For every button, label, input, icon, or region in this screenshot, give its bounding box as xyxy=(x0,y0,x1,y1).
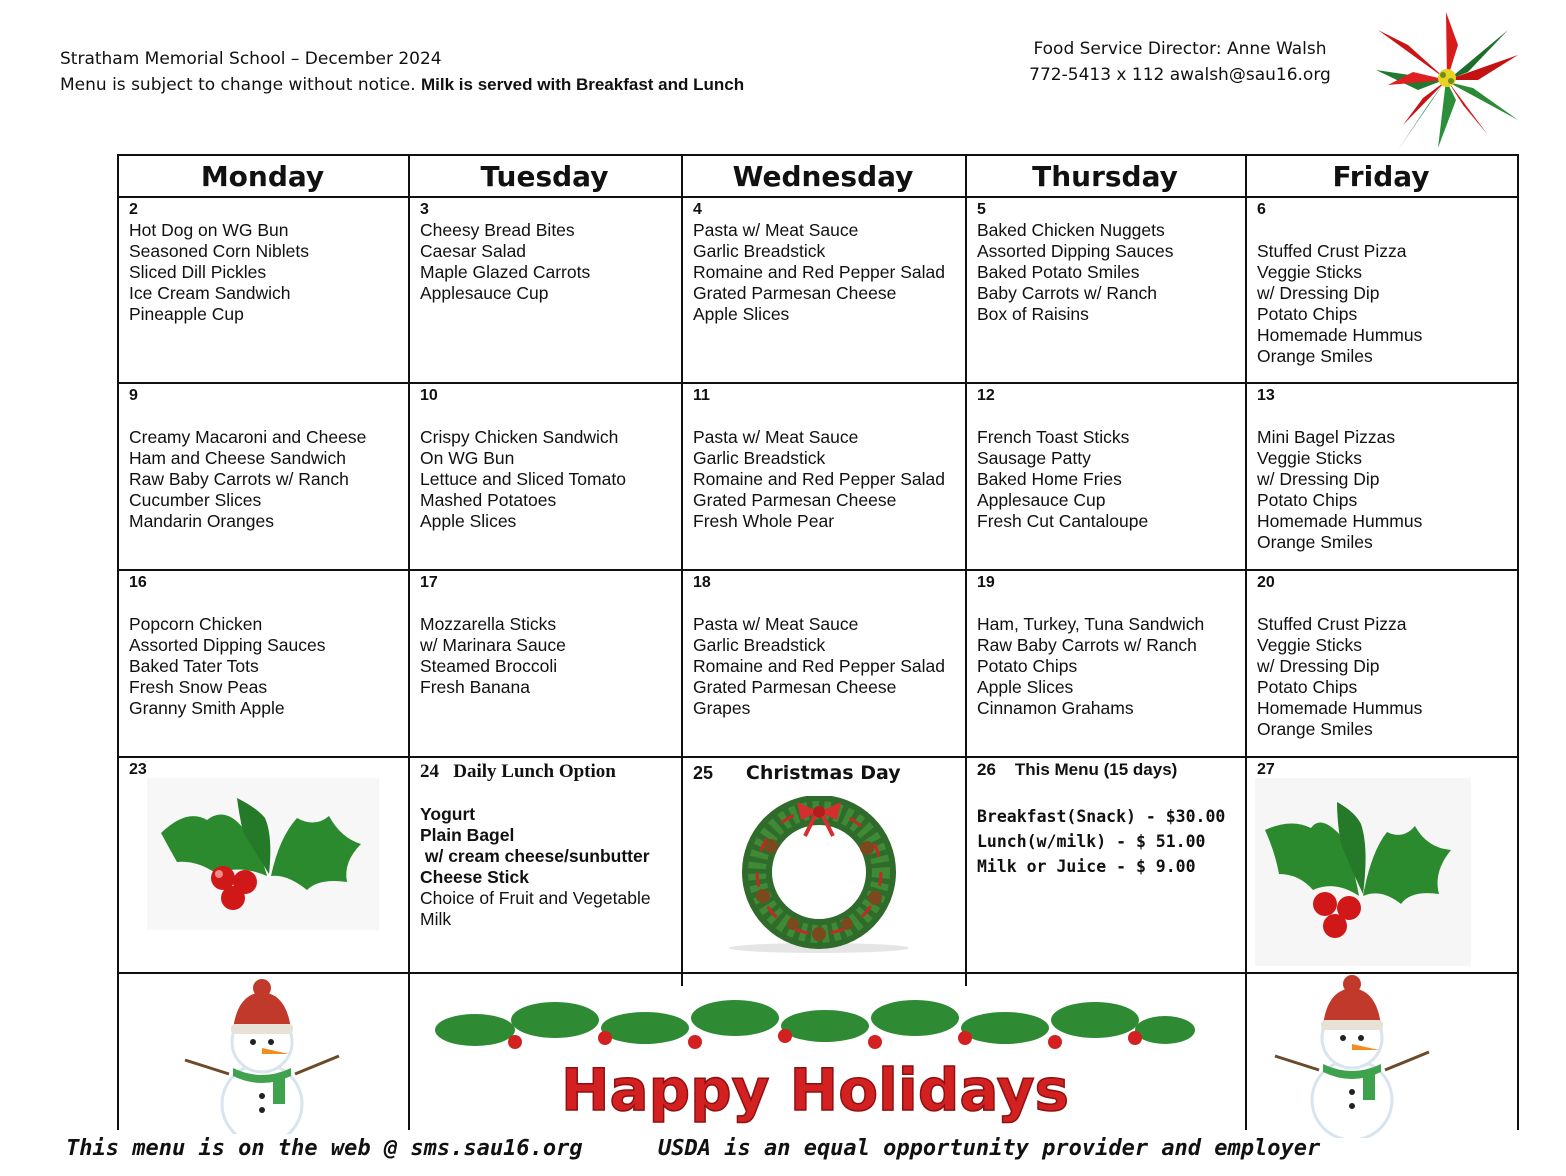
menu-item: Box of Raisins xyxy=(977,304,1089,324)
day-number: 19 xyxy=(977,574,995,591)
day-number: 12 xyxy=(977,387,995,404)
lunch-option-item: Yogurt xyxy=(420,804,476,824)
menu-item xyxy=(693,406,955,427)
director-line: Food Service Director: Anne Walsh xyxy=(1033,39,1327,59)
menu-item: Raw Baby Carrots w/ Ranch xyxy=(129,469,349,489)
notice-text: Menu is subject to change without notice. xyxy=(60,75,416,95)
lunch-option-item: Milk xyxy=(420,909,452,929)
menu-item: Homemade Hummus xyxy=(1257,698,1423,718)
menu-item: Veggie Sticks xyxy=(1257,635,1363,655)
lunch-option-item: Choice of Fruit and Vegetable xyxy=(420,888,651,908)
day-cell-25 xyxy=(683,758,965,972)
day-number: 27 xyxy=(1257,761,1275,778)
menu-item: Baked Tater Tots xyxy=(129,656,259,676)
menu-item: Baked Home Fries xyxy=(977,469,1122,489)
day-number: 23 xyxy=(129,761,147,778)
menu-item xyxy=(1257,406,1507,427)
day-number: 9 xyxy=(129,387,138,404)
wreath-icon xyxy=(719,796,919,956)
holly-icon xyxy=(147,778,379,930)
day-friday: Friday xyxy=(1332,160,1430,193)
day-cell-9 xyxy=(119,384,408,568)
day-cell-2 xyxy=(119,198,408,382)
day-number: 5 xyxy=(977,201,986,218)
menu-item: French Toast Sticks xyxy=(977,427,1130,447)
day-number: 13 xyxy=(1257,387,1275,404)
price-title-row xyxy=(977,760,1235,780)
menu-items xyxy=(693,406,955,532)
menu-item: Potato Chips xyxy=(1257,677,1358,697)
menu-item: Potato Chips xyxy=(977,656,1078,676)
menu-item: Veggie Sticks xyxy=(1257,448,1363,468)
lunch-option-title-row xyxy=(420,760,671,784)
menu-item: w/ Marinara Sauce xyxy=(420,635,566,655)
menu-item: w/ Dressing Dip xyxy=(1257,656,1380,676)
footer-web-note: This menu is on the web @ sms.sau16.org xyxy=(66,1136,583,1161)
menu-item: Pasta w/ Meat Sauce xyxy=(693,427,859,447)
day-number: 26 xyxy=(977,760,996,779)
price-title: This Menu (15 days) xyxy=(1014,760,1178,779)
day-thursday: Thursday xyxy=(1032,160,1178,193)
banner-text: Happy Holidays xyxy=(560,1056,1070,1124)
menu-items xyxy=(693,220,955,325)
menu-item: Mozzarella Sticks xyxy=(420,614,557,634)
christmas-title: Christmas Day xyxy=(745,762,901,784)
menu-item: Grapes xyxy=(693,698,751,718)
day-number: 4 xyxy=(693,201,702,218)
menu-item: Baked Chicken Nuggets xyxy=(977,220,1165,240)
day-cell-23 xyxy=(119,758,408,972)
menu-item: Granny Smith Apple xyxy=(129,698,285,718)
day-number: 10 xyxy=(420,387,438,404)
menu-item: Seasoned Corn Niblets xyxy=(129,241,309,261)
menu-item: Pasta w/ Meat Sauce xyxy=(693,220,859,240)
milk-note: Milk is served with Breakfast and Lunch xyxy=(421,75,745,94)
menu-item: Apple Slices xyxy=(693,304,790,324)
menu-item: Caesar Salad xyxy=(420,241,527,261)
menu-item: Applesauce Cup xyxy=(420,283,549,303)
day-cell-3 xyxy=(410,198,681,382)
day-cell-20 xyxy=(1247,571,1517,755)
snowman-icon xyxy=(1267,972,1437,1138)
menu-item: Ham and Cheese Sandwich xyxy=(129,448,346,468)
menu-item: Garlic Breadstick xyxy=(693,448,826,468)
day-number: 20 xyxy=(1257,574,1275,591)
school-line: Stratham Memorial School – December 2024 xyxy=(60,49,442,69)
menu-item: Orange Smiles xyxy=(1257,532,1373,552)
menu-item: Sliced Dill Pickles xyxy=(129,262,267,282)
price-line: Milk or Juice - $ 9.00 xyxy=(977,857,1196,876)
day-number: 24 xyxy=(420,761,439,782)
menu-item: Ham, Turkey, Tuna Sandwich xyxy=(977,614,1205,634)
menu-item: w/ Dressing Dip xyxy=(1257,469,1380,489)
snowman-icon xyxy=(177,976,347,1134)
menu-items xyxy=(977,406,1235,532)
day-cell-16 xyxy=(119,571,408,755)
menu-item: Stuffed Crust Pizza xyxy=(1257,241,1407,261)
menu-item xyxy=(129,593,398,614)
menu-item: Lettuce and Sliced Tomato xyxy=(420,469,626,489)
price-line: Breakfast(Snack) - $30.00 xyxy=(977,807,1226,826)
menu-item: Sausage Patty xyxy=(977,448,1091,468)
menu-item xyxy=(693,593,955,614)
poinsettia-icon xyxy=(1368,10,1526,152)
menu-items xyxy=(977,593,1235,719)
menu-item xyxy=(129,406,398,427)
day-number: 16 xyxy=(129,574,147,591)
menu-item: Homemade Hummus xyxy=(1257,511,1423,531)
menu-item: Creamy Macaroni and Cheese xyxy=(129,427,367,447)
menu-item: w/ Dressing Dip xyxy=(1257,283,1380,303)
menu-item: Baby Carrots w/ Ranch xyxy=(977,283,1157,303)
menu-item: Apple Slices xyxy=(420,511,517,531)
menu-item: Mandarin Oranges xyxy=(129,511,274,531)
menu-items xyxy=(129,220,398,325)
day-cell-18 xyxy=(683,571,965,755)
holly-icon xyxy=(1255,778,1471,966)
day-tuesday: Tuesday xyxy=(480,160,609,193)
menu-item: Garlic Breadstick xyxy=(693,241,826,261)
day-cell-26 xyxy=(967,758,1245,972)
menu-item: On WG Bun xyxy=(420,448,515,468)
menu-items xyxy=(129,593,398,719)
menu-items xyxy=(420,593,671,698)
day-number: 25 xyxy=(693,763,714,783)
price-line: Lunch(w/milk) - $ 51.00 xyxy=(977,832,1206,851)
menu-item: Popcorn Chicken xyxy=(129,614,263,634)
menu-item: Pineapple Cup xyxy=(129,304,244,324)
footer-usda-note: USDA is an equal opportunity provider and employer xyxy=(658,1136,1321,1161)
menu-item: Baked Potato Smiles xyxy=(977,262,1140,282)
menu-item: Grated Parmesan Cheese xyxy=(693,283,897,303)
menu-item: Crispy Chicken Sandwich xyxy=(420,427,619,447)
menu-calendar xyxy=(117,154,1519,1130)
day-cell-19 xyxy=(967,571,1245,755)
day-cell-5 xyxy=(967,198,1245,382)
menu-item: Fresh Cut Cantaloupe xyxy=(977,511,1149,531)
menu-item xyxy=(420,406,671,427)
menu-item: Cinnamon Grahams xyxy=(977,698,1134,718)
menu-items xyxy=(420,220,671,304)
contact-line: 772-5413 x 112 awalsh@sau16.org xyxy=(1029,65,1331,85)
notice-line xyxy=(60,72,744,98)
menu-item: Potato Chips xyxy=(1257,304,1358,324)
lunch-option-item: Cheese Stick xyxy=(420,867,529,887)
day-cell-10 xyxy=(410,384,681,568)
menu-item: Mini Bagel Pizzas xyxy=(1257,427,1396,447)
day-cell-17 xyxy=(410,571,681,755)
day-cell-6 xyxy=(1247,198,1517,382)
day-cell-4 xyxy=(683,198,965,382)
menu-item: Grated Parmesan Cheese xyxy=(693,677,897,697)
day-wednesday: Wednesday xyxy=(732,160,914,193)
menu-items xyxy=(420,406,671,532)
menu-items xyxy=(693,593,955,719)
lunch-option-item: w/ cream cheese/sunbutter xyxy=(420,846,650,866)
menu-item: Raw Baby Carrots w/ Ranch xyxy=(977,635,1197,655)
menu-item: Fresh Banana xyxy=(420,677,530,697)
menu-item: Romaine and Red Pepper Salad xyxy=(693,262,945,282)
menu-items xyxy=(1257,220,1507,367)
day-cell-27 xyxy=(1247,758,1517,972)
menu-items xyxy=(1257,406,1507,553)
menu-item: Cheesy Bread Bites xyxy=(420,220,575,240)
menu-item: Pasta w/ Meat Sauce xyxy=(693,614,859,634)
menu-item: Assorted Dipping Sauces xyxy=(977,241,1174,261)
menu-item xyxy=(1257,593,1507,614)
header-left xyxy=(60,47,744,98)
menu-item xyxy=(1257,220,1507,241)
menu-item: Cucumber Slices xyxy=(129,490,262,510)
menu-item: Potato Chips xyxy=(1257,490,1358,510)
menu-item: Romaine and Red Pepper Salad xyxy=(693,656,945,676)
menu-item: Orange Smiles xyxy=(1257,346,1373,366)
day-number: 18 xyxy=(693,574,711,591)
day-cell-11 xyxy=(683,384,965,568)
menu-item: Mashed Potatoes xyxy=(420,490,557,510)
menu-item: Homemade Hummus xyxy=(1257,325,1423,345)
menu-item xyxy=(977,406,1235,427)
menu-item: Ice Cream Sandwich xyxy=(129,283,291,303)
holiday-banner xyxy=(435,990,1195,1130)
day-number: 2 xyxy=(129,201,138,218)
menu-items xyxy=(129,406,398,532)
menu-item: Steamed Broccoli xyxy=(420,656,558,676)
day-monday: Monday xyxy=(200,160,325,193)
day-cell-13 xyxy=(1247,384,1517,568)
day-number: 3 xyxy=(420,201,429,218)
menu-item: Grated Parmesan Cheese xyxy=(693,490,897,510)
menu-item: Hot Dog on WG Bun xyxy=(129,220,289,240)
menu-items xyxy=(977,220,1235,325)
day-cell-12 xyxy=(967,384,1245,568)
day-cell-24 xyxy=(410,758,681,972)
day-number: 6 xyxy=(1257,201,1266,218)
day-number: 11 xyxy=(693,387,710,404)
menu-item: Romaine and Red Pepper Salad xyxy=(693,469,945,489)
christmas-title-row xyxy=(693,760,955,786)
menu-item: Assorted Dipping Sauces xyxy=(129,635,326,655)
menu-item: Fresh Whole Pear xyxy=(693,511,835,531)
lunch-option-title: Daily Lunch Option xyxy=(453,761,616,782)
menu-item xyxy=(420,593,671,614)
lunch-option-item: Plain Bagel xyxy=(420,825,515,845)
header-right xyxy=(1020,36,1340,88)
menu-item: Orange Smiles xyxy=(1257,719,1373,739)
menu-item: Stuffed Crust Pizza xyxy=(1257,614,1407,634)
menu-item: Maple Glazed Carrots xyxy=(420,262,591,282)
day-number: 17 xyxy=(420,574,438,591)
menu-item: Apple Slices xyxy=(977,677,1074,697)
menu-item: Applesauce Cup xyxy=(977,490,1106,510)
menu-item: Fresh Snow Peas xyxy=(129,677,268,697)
menu-item: Garlic Breadstick xyxy=(693,635,826,655)
menu-item xyxy=(977,593,1235,614)
menu-item: Veggie Sticks xyxy=(1257,262,1363,282)
menu-items xyxy=(1257,593,1507,740)
